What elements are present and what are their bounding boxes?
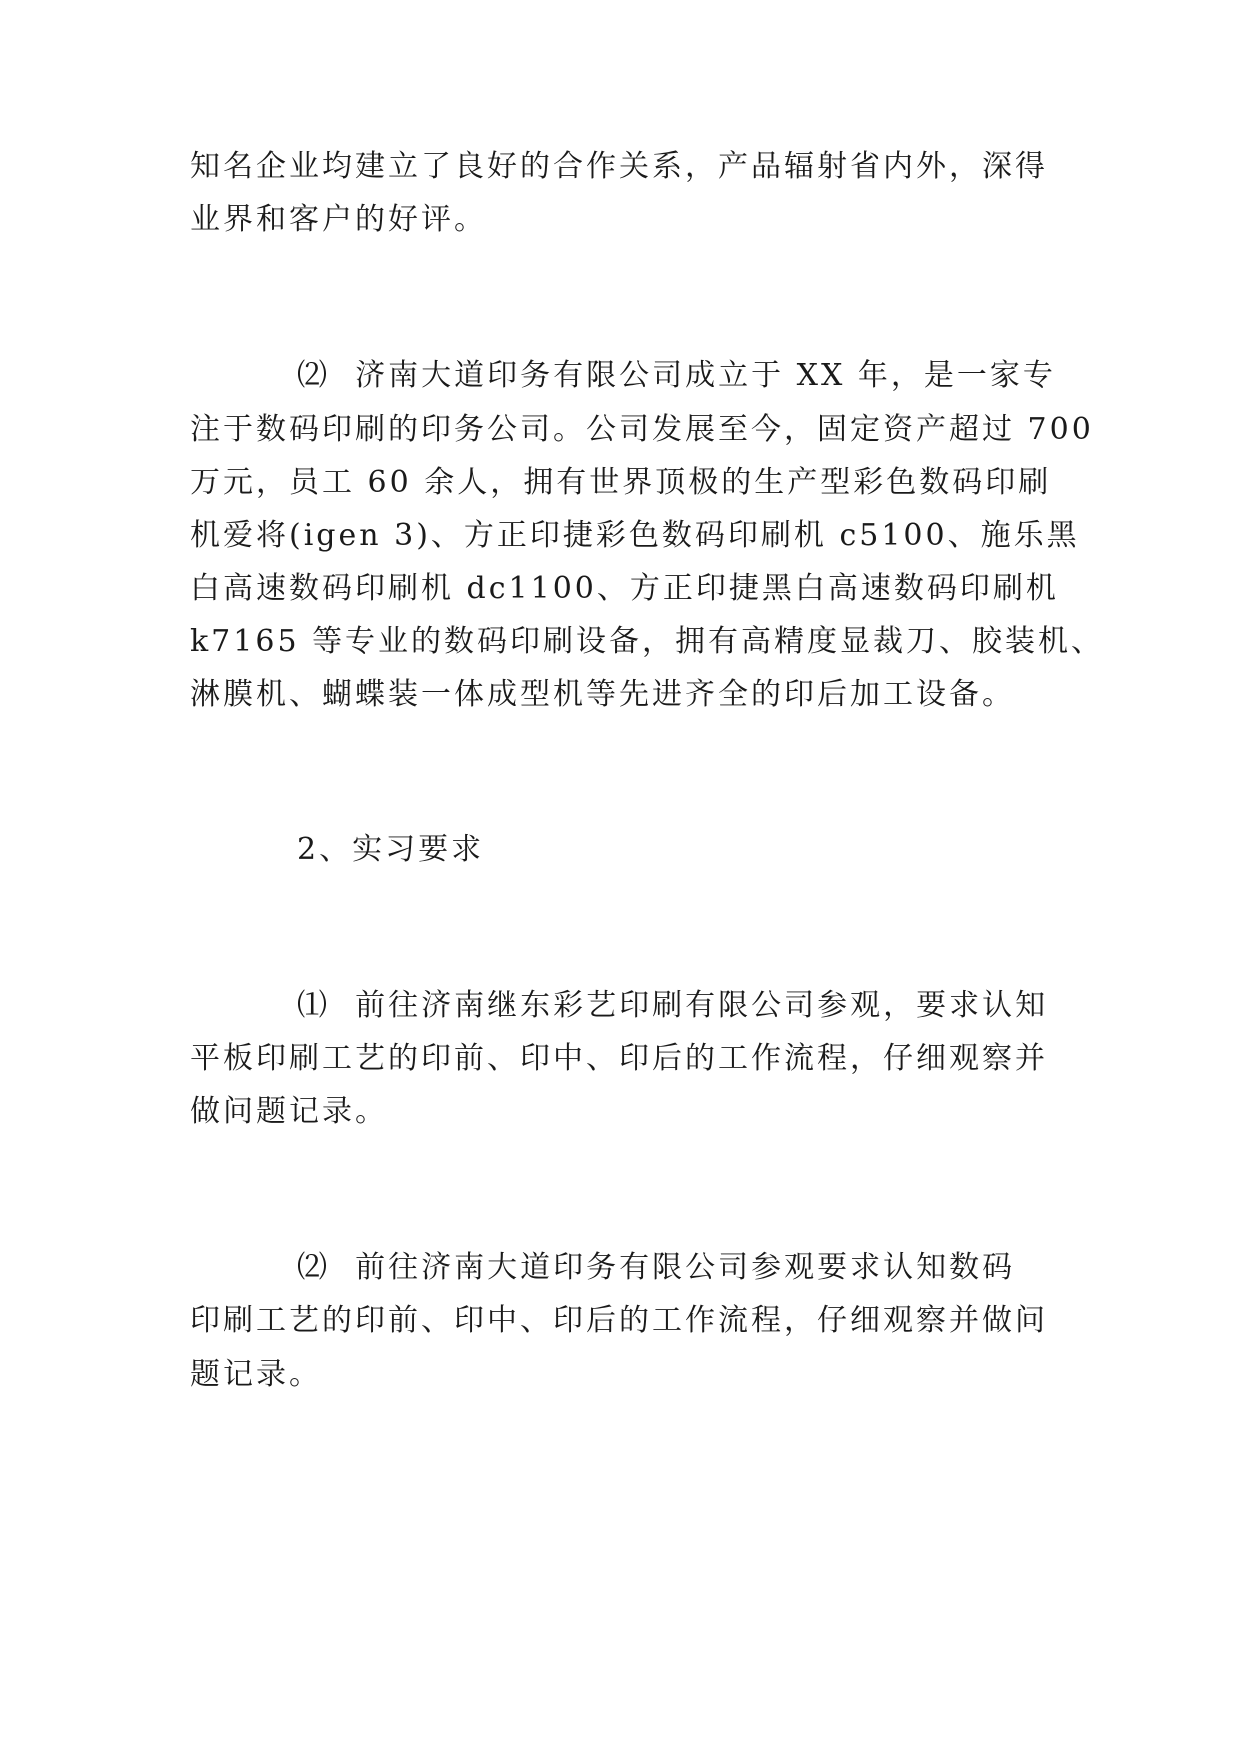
paragraph-line: 白高速数码印刷机 dc1100、方正印捷黑白高速数码印刷机 xyxy=(190,571,1059,606)
paragraph-line: 题记录。 xyxy=(190,1357,322,1392)
paragraph-line: 知名企业均建立了良好的合作关系，产品辐射省内外，深得 xyxy=(190,149,1048,184)
paragraph-line: 平板印刷工艺的印前、印中、印后的工作流程，仔细观察并 xyxy=(190,1041,1048,1076)
paragraph-line: 业界和客户的好评。 xyxy=(190,202,487,237)
section-heading: 2、实习要求 xyxy=(297,832,485,867)
paragraph-line: 注于数码印刷的印务公司。公司发展至今，固定资产超过 700 xyxy=(190,412,1094,447)
paragraph-line: 淋膜机、蝴蝶装一体成型机等先进齐全的印后加工设备。 xyxy=(190,677,1015,712)
paragraph-line: ⑵ 济南大道印务有限公司成立于 XX 年，是一家专 xyxy=(297,358,1056,393)
paragraph-line: 万元，员工 60 余人，拥有世界顶极的生产型彩色数码印刷 xyxy=(190,465,1052,500)
paragraph-line: ⑴ 前往济南继东彩艺印刷有限公司参观，要求认知 xyxy=(297,988,1049,1023)
paragraph-line: 印刷工艺的印前、印中、印后的工作流程，仔细观察并做问 xyxy=(190,1303,1048,1338)
paragraph-line: ⑵ 前往济南大道印务有限公司参观要求认知数码 xyxy=(297,1250,1016,1285)
paragraph-line: 机爱将(igen 3)、方正印捷彩色数码印刷机 c5100、施乐黑 xyxy=(190,518,1080,553)
paragraph-line: k7165 等专业的数码印刷设备，拥有高精度显裁刀、胶装机、 xyxy=(190,624,1105,659)
paragraph-line: 做问题记录。 xyxy=(190,1094,388,1129)
